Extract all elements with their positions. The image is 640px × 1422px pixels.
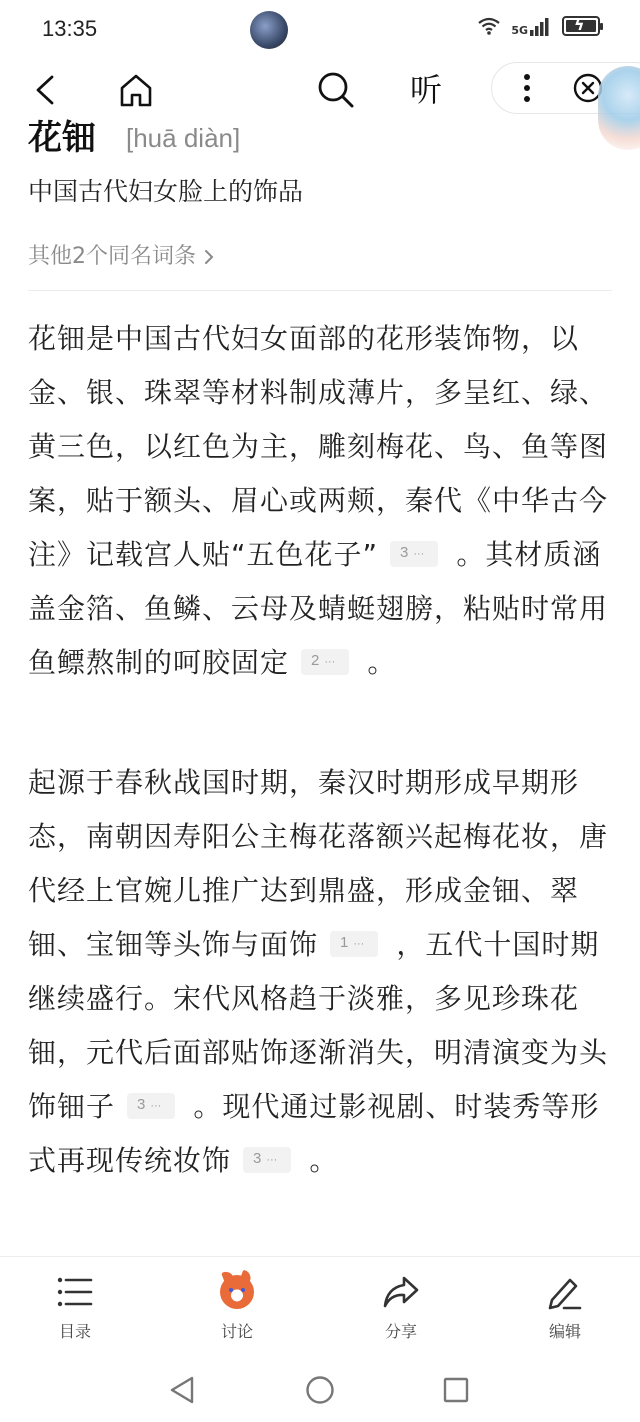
square-recents-icon	[442, 1376, 470, 1404]
paragraph-text: ，五代十国时期继续盛行。宋代风格趋于淡雅，多见珍珠花钿，元代后面部贴饰逐渐消失，明清演变为头饰钿子	[28, 928, 609, 1123]
tab-discuss[interactable]	[182, 1272, 292, 1352]
system-recents-button[interactable]	[436, 1370, 476, 1410]
system-nav-bar	[0, 1358, 640, 1422]
home-button[interactable]	[114, 68, 158, 112]
bottom-divider	[0, 1256, 640, 1257]
toc-list-icon	[56, 1275, 94, 1309]
citation-badge[interactable]: 2 ···	[301, 649, 349, 675]
home-icon	[118, 73, 154, 107]
search-icon	[317, 71, 355, 109]
search-button[interactable]	[314, 68, 358, 112]
divider	[28, 290, 612, 291]
system-back-button[interactable]	[162, 1370, 202, 1410]
back-icon	[32, 74, 60, 106]
paragraph-text: 。	[367, 646, 397, 679]
entry-subtitle: 中国古代妇女脸上的饰品	[28, 177, 304, 206]
citation-badge[interactable]: 3 ···	[127, 1093, 175, 1119]
tab-discuss-label: 讨论	[220, 1322, 253, 1341]
entry-pinyin: [huā diàn]	[126, 123, 241, 153]
bottom-tab-bar	[0, 1258, 640, 1358]
paragraph-text: 起源于春秋战国时期，秦汉时期形成早期形态，南朝因寿阳公主梅花落额兴起梅花妆，唐代经上官婉儿推广达到鼎盛，形成金钿、翠钿、宝钿等头饰与面饰	[28, 766, 609, 961]
paragraph-text: 。	[309, 1144, 339, 1177]
paragraph-2	[28, 756, 618, 1188]
citation-badge[interactable]: 1 ···	[330, 931, 378, 957]
same-name-label: 其他2个同名词条	[28, 244, 196, 269]
triangle-back-icon	[168, 1375, 196, 1405]
tab-toc-label: 目录	[58, 1322, 91, 1341]
wifi-icon	[477, 16, 501, 36]
citation-badge[interactable]: 3 ···	[390, 541, 438, 567]
system-home-button[interactable]	[300, 1370, 340, 1410]
citation-number: 2	[311, 652, 321, 669]
same-name-entries-link[interactable]	[28, 240, 216, 274]
notification-avatar-icon	[250, 11, 288, 49]
more-button[interactable]	[510, 66, 544, 110]
network-type: 5G	[511, 24, 528, 37]
more-icon	[523, 73, 531, 103]
paragraph-text: 。现代通过影视剧、时装秀等形式再现传统妆饰	[28, 1090, 600, 1177]
tab-edit-label: 编辑	[548, 1322, 581, 1341]
citation-number: 3	[253, 1150, 263, 1167]
status-icons	[477, 16, 600, 36]
status-time: 13:35	[42, 16, 98, 41]
tab-edit[interactable]	[510, 1272, 620, 1352]
tab-share-label: 分享	[384, 1322, 417, 1341]
share-icon	[381, 1274, 421, 1310]
mascot-sticker-icon[interactable]	[598, 66, 640, 150]
chevron-right-icon	[202, 248, 216, 266]
citation-number: 1	[340, 934, 350, 951]
status-bar	[0, 0, 640, 60]
edit-pencil-icon	[546, 1274, 584, 1310]
citation-badge[interactable]: 3 ···	[243, 1147, 291, 1173]
fox-mascot-icon	[220, 1275, 254, 1309]
back-button[interactable]	[24, 68, 68, 112]
citation-number: 3	[400, 544, 410, 561]
paragraph-text: 。其材质涵盖金箔、鱼鳞、云母及蜻蜓翅膀，粘贴时常用鱼鳔熬制的呵胶固定	[28, 538, 609, 679]
tab-share[interactable]	[346, 1272, 456, 1352]
cellular-signal-icon	[511, 16, 552, 36]
paragraph-text: 花钿是中国古代妇女面部的花形装饰物，以金、银、珠翠等材料制成薄片，多呈红、绿、黄三色，以红色为主，雕刻梅花、鸟、鱼等图案，贴于额头、眉心或两颊，秦代《中华古今注》记载宫人贴“五色花子”	[28, 322, 609, 571]
tab-toc[interactable]	[20, 1272, 130, 1352]
battery-icon: ϟ	[562, 16, 600, 36]
entry-title: 花钿	[28, 118, 96, 158]
paragraph-1	[28, 312, 618, 690]
circle-home-icon	[305, 1375, 335, 1405]
citation-number: 3	[137, 1096, 147, 1113]
listen-button[interactable]: 听	[409, 71, 442, 109]
